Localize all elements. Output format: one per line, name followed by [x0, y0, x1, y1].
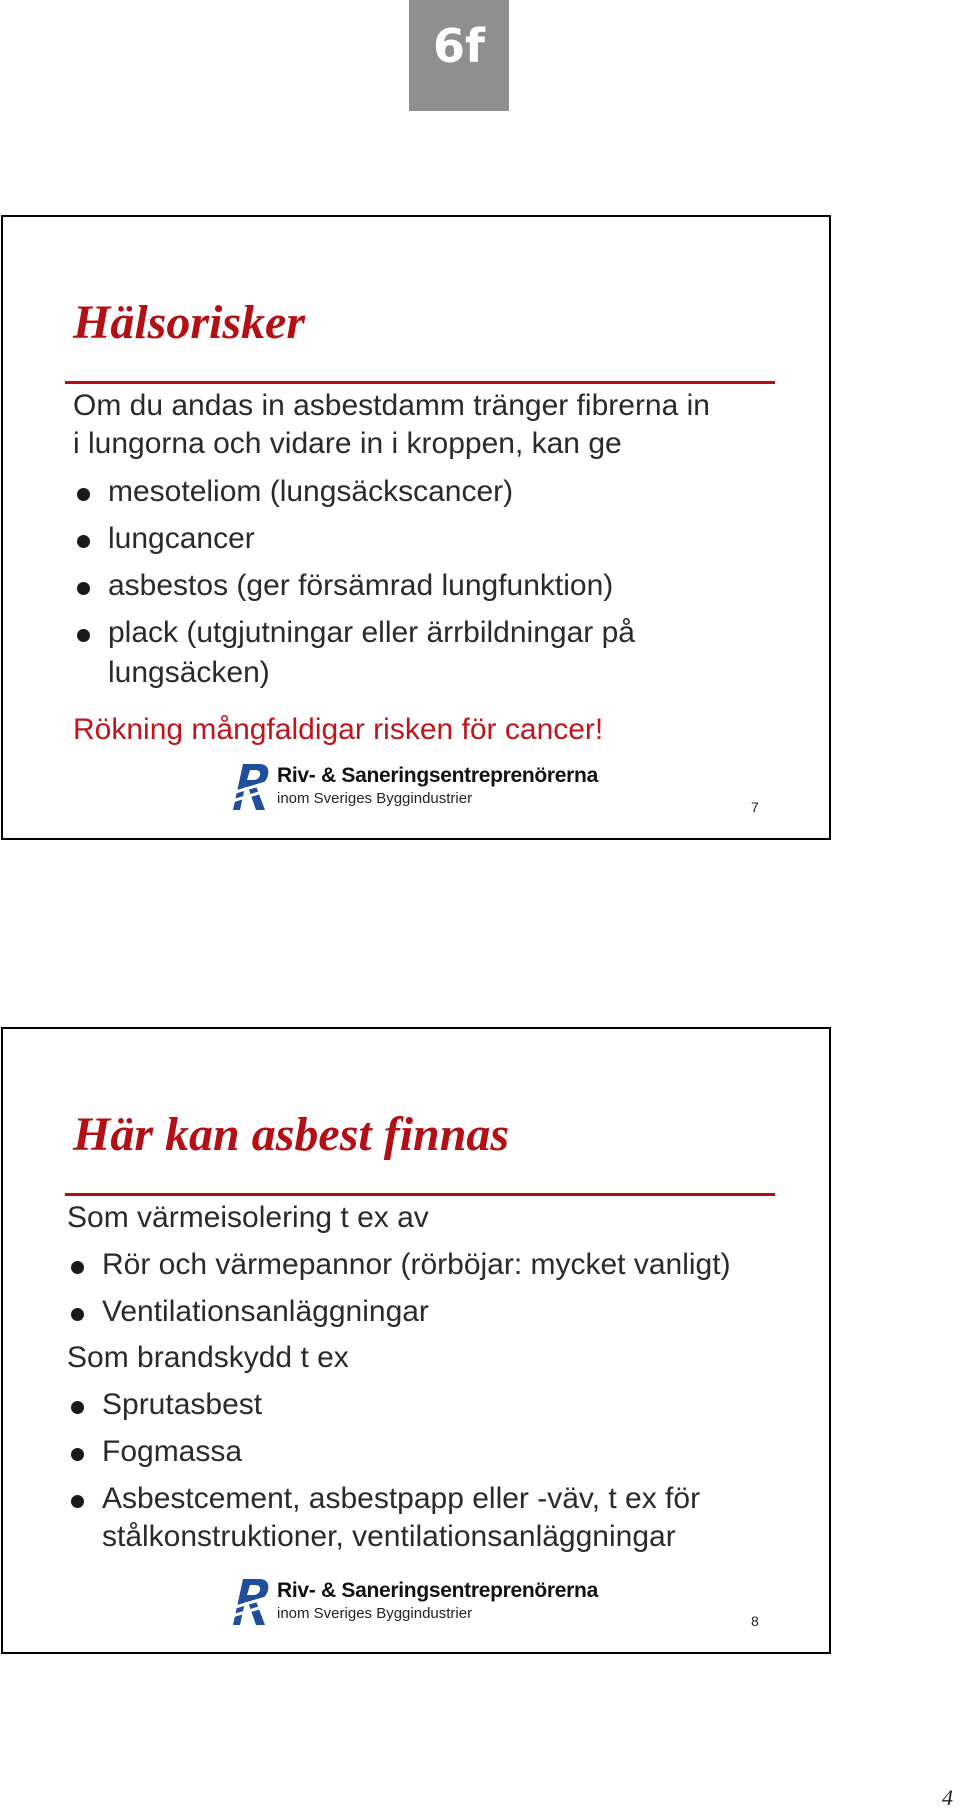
bullet-dot-icon: [77, 535, 90, 548]
smoking-warning: Rökning mångfaldigar risken för cancer!: [73, 713, 604, 746]
slide-number: 8: [751, 1613, 759, 1629]
slide-where-asbestos: [1, 1027, 831, 1654]
list-item-continuation: lungsäcken): [108, 656, 270, 689]
bullet-dot-icon: [77, 488, 90, 501]
bullet-dot-icon: [77, 629, 90, 642]
list-item-text: Fogmassa: [102, 1435, 243, 1468]
bullet-dot-icon: [71, 1308, 84, 1321]
intro-line: Om du andas in asbestdamm tränger fibrerna in: [73, 389, 710, 422]
list-item-text: Ventilationsanläggningar: [102, 1295, 429, 1328]
list-item-continuation: stålkonstruktioner, ventilationsanläggningar: [102, 1520, 676, 1553]
slide-number: 7: [751, 799, 759, 815]
list-item-text: Rör och värmepannor (rörböjar: mycket vanligt): [102, 1248, 731, 1281]
section-tab-badge: 6f: [409, 0, 509, 111]
list-item-text: plack (utgjutningar eller ärrbildningar på: [108, 616, 635, 649]
title-underline: [65, 1193, 775, 1196]
logo-name: Riv- & Saneringsentreprenörerna: [277, 1579, 598, 1602]
logo-subtitle: inom Sveriges Byggindustrier: [277, 790, 473, 807]
bullet-dot-icon: [77, 582, 90, 595]
page-number: 4: [942, 1785, 953, 1810]
group-heading: Som brandskydd t ex: [67, 1341, 349, 1374]
slide-health-risks: [1, 215, 831, 840]
company-logo: [229, 762, 619, 814]
bullet-dot-icon: [71, 1495, 84, 1508]
list-item-text: mesoteliom (lungsäckscancer): [108, 475, 514, 508]
list-item-text: lungcancer: [108, 522, 255, 555]
rs-logo-icon: [229, 1577, 271, 1627]
logo-subtitle: inom Sveriges Byggindustrier: [277, 1605, 473, 1622]
list-item-text: asbestos (ger försämrad lungfunktion): [108, 569, 614, 602]
company-logo: [229, 1577, 619, 1629]
intro-line: i lungorna och vidare in i kroppen, kan ge: [73, 427, 622, 460]
list-item-text: Asbestcement, asbestpapp eller -väv, t ex för: [102, 1482, 701, 1515]
rs-logo-icon: [229, 762, 271, 812]
group-heading: Som värmeisolering t ex av: [67, 1201, 429, 1234]
slide-title: Här kan asbest finnas: [73, 1108, 510, 1161]
bullet-dot-icon: [71, 1261, 84, 1274]
bullet-dot-icon: [71, 1448, 84, 1461]
title-underline: [65, 381, 775, 384]
list-item-text: Sprutasbest: [102, 1388, 263, 1421]
logo-name: Riv- & Saneringsentreprenörerna: [277, 764, 598, 787]
bullet-dot-icon: [71, 1401, 84, 1414]
slide-title: Hälsorisker: [73, 296, 306, 349]
